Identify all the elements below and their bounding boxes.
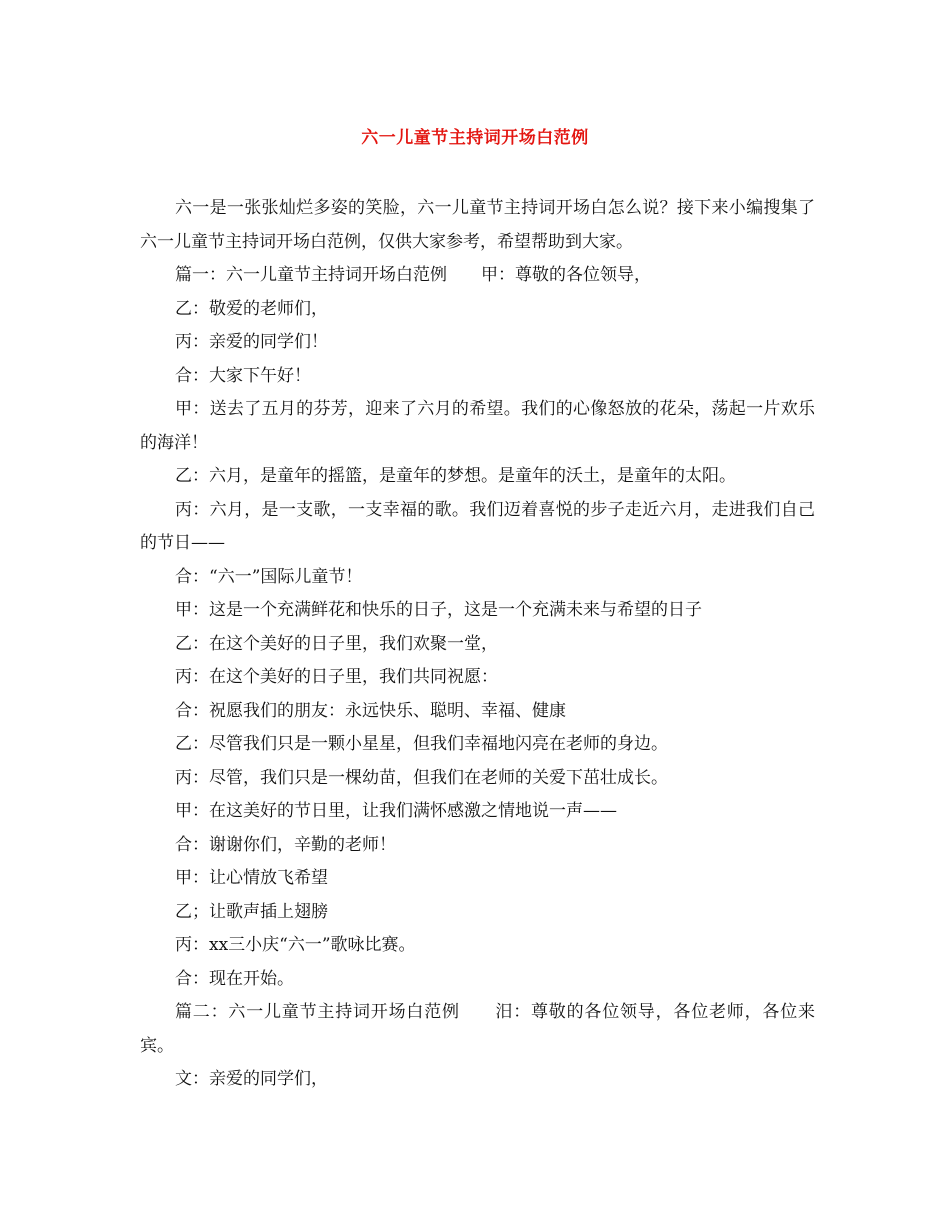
body-paragraph: 六一是一张张灿烂多姿的笑脸，六一儿童节主持词开场白怎么说？接下来小编搜集了六一儿童节主持词开场白范例，仅供大家参考，希望帮助到大家。 — [140, 198, 815, 252]
body-paragraph: 丙：尽管，我们只是一棵幼苗，但我们在老师的关爱下茁壮成长。 — [175, 767, 668, 788]
body-paragraph: 丙：xx三小庆“六一”歌咏比赛。 — [175, 935, 416, 955]
body-paragraph: 甲：这是一个充满鲜花和快乐的日子，这是一个充满未来与希望的日子 — [175, 600, 702, 620]
body-paragraph: 甲：送去了五月的芬芳，迎来了六月的希望。我们的心像怒放的花朵，荡起一片欢乐的海洋！ — [140, 399, 815, 453]
body-paragraph: 文：亲爱的同学们， — [175, 1069, 328, 1089]
body-paragraph: 丙：六月，是一支歌，一支幸福的歌。我们迈着喜悦的步子走近六月，走进我们自己的节日—— — [140, 499, 815, 553]
body-paragraph: 乙：六月，是童年的摇篮，是童年的梦想。是童年的沃土，是童年的太阳。 — [175, 466, 736, 486]
body-paragraph: 合：谢谢你们，辛勤的老师！ — [175, 834, 396, 855]
body-paragraph: 乙：在这个美好的日子里，我们欢聚一堂， — [175, 633, 498, 654]
body-paragraph: 乙：尽管我们只是一颗小星星，但我们幸福地闪亮在老师的身边。 — [175, 734, 668, 754]
document-body — [140, 192, 815, 1097]
body-paragraph: 篇一：六一儿童节主持词开场白范例 甲：尊敬的各位领导， — [175, 265, 651, 285]
body-paragraph: 合：大家下午好！ — [175, 365, 311, 386]
body-paragraph: 乙：敬爱的老师们， — [175, 298, 328, 319]
body-paragraph: 篇二：六一儿童节主持词开场白范例 汨：尊敬的各位领导，各位老师，各位来宾。 — [140, 1002, 815, 1056]
body-paragraph: 丙：在这个美好的日子里，我们共同祝愿： — [175, 667, 498, 687]
body-paragraph: 合：“六一”国际儿童节！ — [175, 566, 363, 587]
body-paragraph: 合：祝愿我们的朋友：永远快乐、聪明、幸福、健康 — [175, 700, 566, 721]
body-paragraph: 甲：在这美好的节日里，让我们满怀感激之情地说一声—— — [175, 801, 617, 821]
body-paragraph: 乙；让歌声插上翅膀 — [175, 901, 328, 922]
document-title: 六一儿童节主持词开场白范例 — [361, 128, 589, 148]
body-paragraph: 甲：让心情放飞希望 — [175, 868, 328, 888]
body-paragraph: 合：现在开始。 — [175, 968, 294, 989]
body-paragraph: 丙：亲爱的同学们！ — [175, 332, 328, 352]
